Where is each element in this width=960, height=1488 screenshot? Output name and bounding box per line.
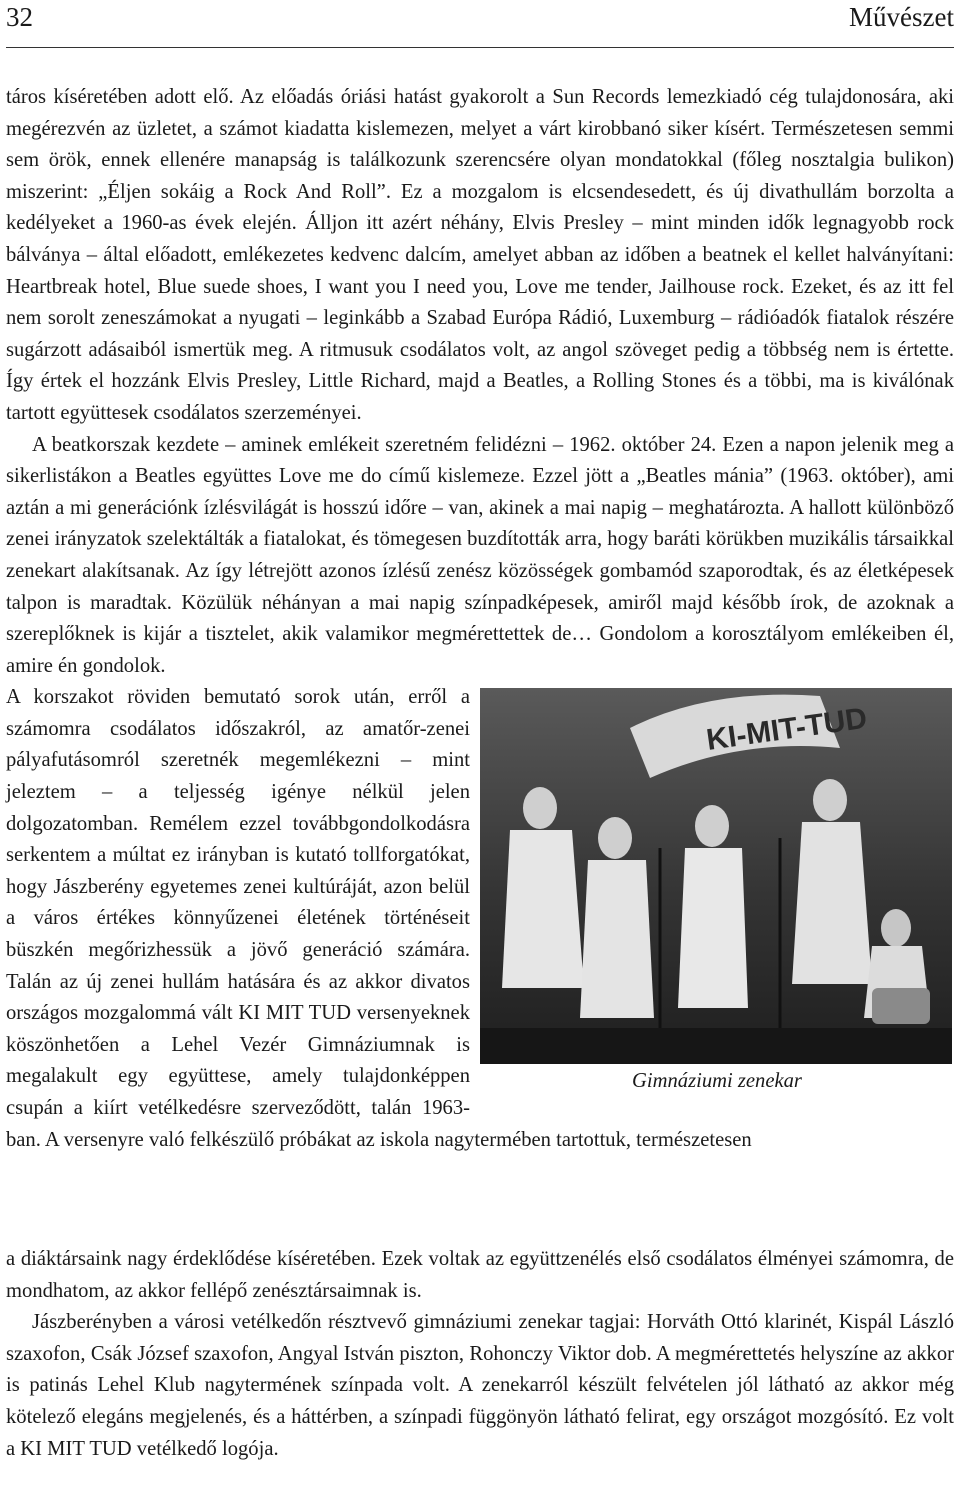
paragraph-3 bbox=[6, 682, 954, 1156]
page-header bbox=[6, 0, 954, 46]
article-body-top bbox=[6, 82, 954, 1156]
section-title: Művészet bbox=[849, 2, 954, 32]
article-body-bottom bbox=[6, 1244, 954, 1465]
photo-caption: Gimnáziumi zenekar bbox=[632, 1070, 802, 1093]
photo-figure bbox=[480, 688, 954, 1102]
paragraph-3-text: A korszakot röviden bemutató sorok után, erről a számomra csodálatos időszakról, az amatőr-zenei pályafutásomról szeretnék megemlékezni – mint jeleztem – a teljesség igénye nélkül jelen dolgozatomban. Remélem ezzel továbbgondolkodásra serkentem a múltat ez irányban is kutató tollforgatókat, hogy Jászberény egyetemes zenei kultúráját, azon belül a város értékes könnyűzenei életének történéseit büszkén megőrizhessük a jövő generáció számára. Talán az új zenei hullám hatására és az akkor divatos országos mozgalommá vált KI MIT TUD versenyeknek köszönhetően a Lehel Vezér Gimnáziumnak is megalakult egy együttese, amely tulajdonképpen csupán a kiírt vetélkedésre szerveződött, talán 1963-ban. A versenyre való felkészülő próbákat az iskola nagytermében tartottuk, természetesen bbox=[6, 686, 752, 1151]
paragraph-1: táros kíséretében adott elő. Az előadás óriási hatást gyakorolt a Sun Records lemezkiadó cég tulajdonosára, aki megérezvén az üzletet, a számot kiadatta kislemezen, melyet a várt kirobbanó siker kísért. Természetesen semmi sem örök, ennek ellenére manapság is találkozunk szerencsére olyan mondatokkal (főleg nosztalgia bulikon) miszerint: „Éljen sokáig a Rock And Roll”. Ez a mozgalom is elcsendesedett, és új divathullám borzolta a kedélyeket a 1960-as évek elején. Álljon itt azért néhány, Elvis Presley – mint minden idők legnagyobb rock bálványa – által előadott, emlékezetes kedvenc dalcím, amelyet abban az időben a beatnek el kellet halványítani: Heartbreak hotel, Blue suede shoes, I want you I need you, Love me tender, Jailhouse rock. Ezeket, és az itt fel nem sorolt zeneszámokat a nyugati – leginkább a Szabad Európa Rádió, Luxemburg – rádióadók fiatalok részére sugárzott adásaiból ismertük meg. A ritmusuk csodálatos volt, az angol szöveget pedig a többség nem is értette. Így értek el hozzánk Elvis Presley, Little Richard, majd a Beatles, a Rolling Stones és a többi, ma is kiválónak tartott együttesek csodálatos szerzeményei. bbox=[6, 86, 954, 424]
header-rule bbox=[6, 47, 954, 48]
paragraph-5: Jászberényben a városi vetélkedőn résztvevő gimnáziumi zenekar tagjai: Horváth Ottó klarinét, Kispál László szaxofon, Csák József szaxofon, Angyal István piszton, Rohonczy Viktor dob. A megmérettetés helyszíne az akkor is patinás Lehel Klub nagytermének színpada volt. A zenekarról készült felvételen jól látható az akkor még kötelező elegáns megjelenés, és a háttérben, a színpadi függönyön látható felirat, egy országot mozgósító. Ez volt a KI MIT TUD vetélkedő logója. bbox=[6, 1311, 954, 1460]
band-photo bbox=[480, 688, 952, 1064]
paragraph-2: A beatkorszak kezdete – aminek emlékeit szeretném felidézni – 1962. október 24. Ezen a napon jelenik meg a sikerlistákon a Beatles együttes Love me do című kislemeze. Ezzel jött a „Beatles mánia” (1963. október), ami aztán a mi generációnk ízlésvilágát is hosszú időre – van, akinek a mai napig – meghatározta. A hallott különböző zenei irányzatok szelektálták a fiatalokat, és tömegesen buzdították arra, hogy baráti körükben muzikális társaikkal zenekart alakítsanak. Az így létrejött azonos ízlésű zenész közösségek gombamód szaporodtak, és az életképesek talpon is maradtak. Közülük néhányan a mai napig színpadképesek, amiről majd később írok, de azoknak a szereplőknek is kijár a tisztelet, akik valamikor megmérettettek de… Gondolom a korosztályom emlékeiben él, amire én gondolok. bbox=[6, 433, 954, 677]
page-number: 32 bbox=[6, 2, 33, 32]
paragraph-4: a diáktársaink nagy érdeklődése kíséretében. Ezek voltak az együttzenélés első csodálatos élményei számomra, de mondhatom, az akkor fellépő zenésztársaimnak is. bbox=[6, 1248, 954, 1302]
band-photo-image bbox=[480, 688, 952, 1064]
stage-sign-text: KI-MIT-TUD bbox=[704, 702, 870, 758]
